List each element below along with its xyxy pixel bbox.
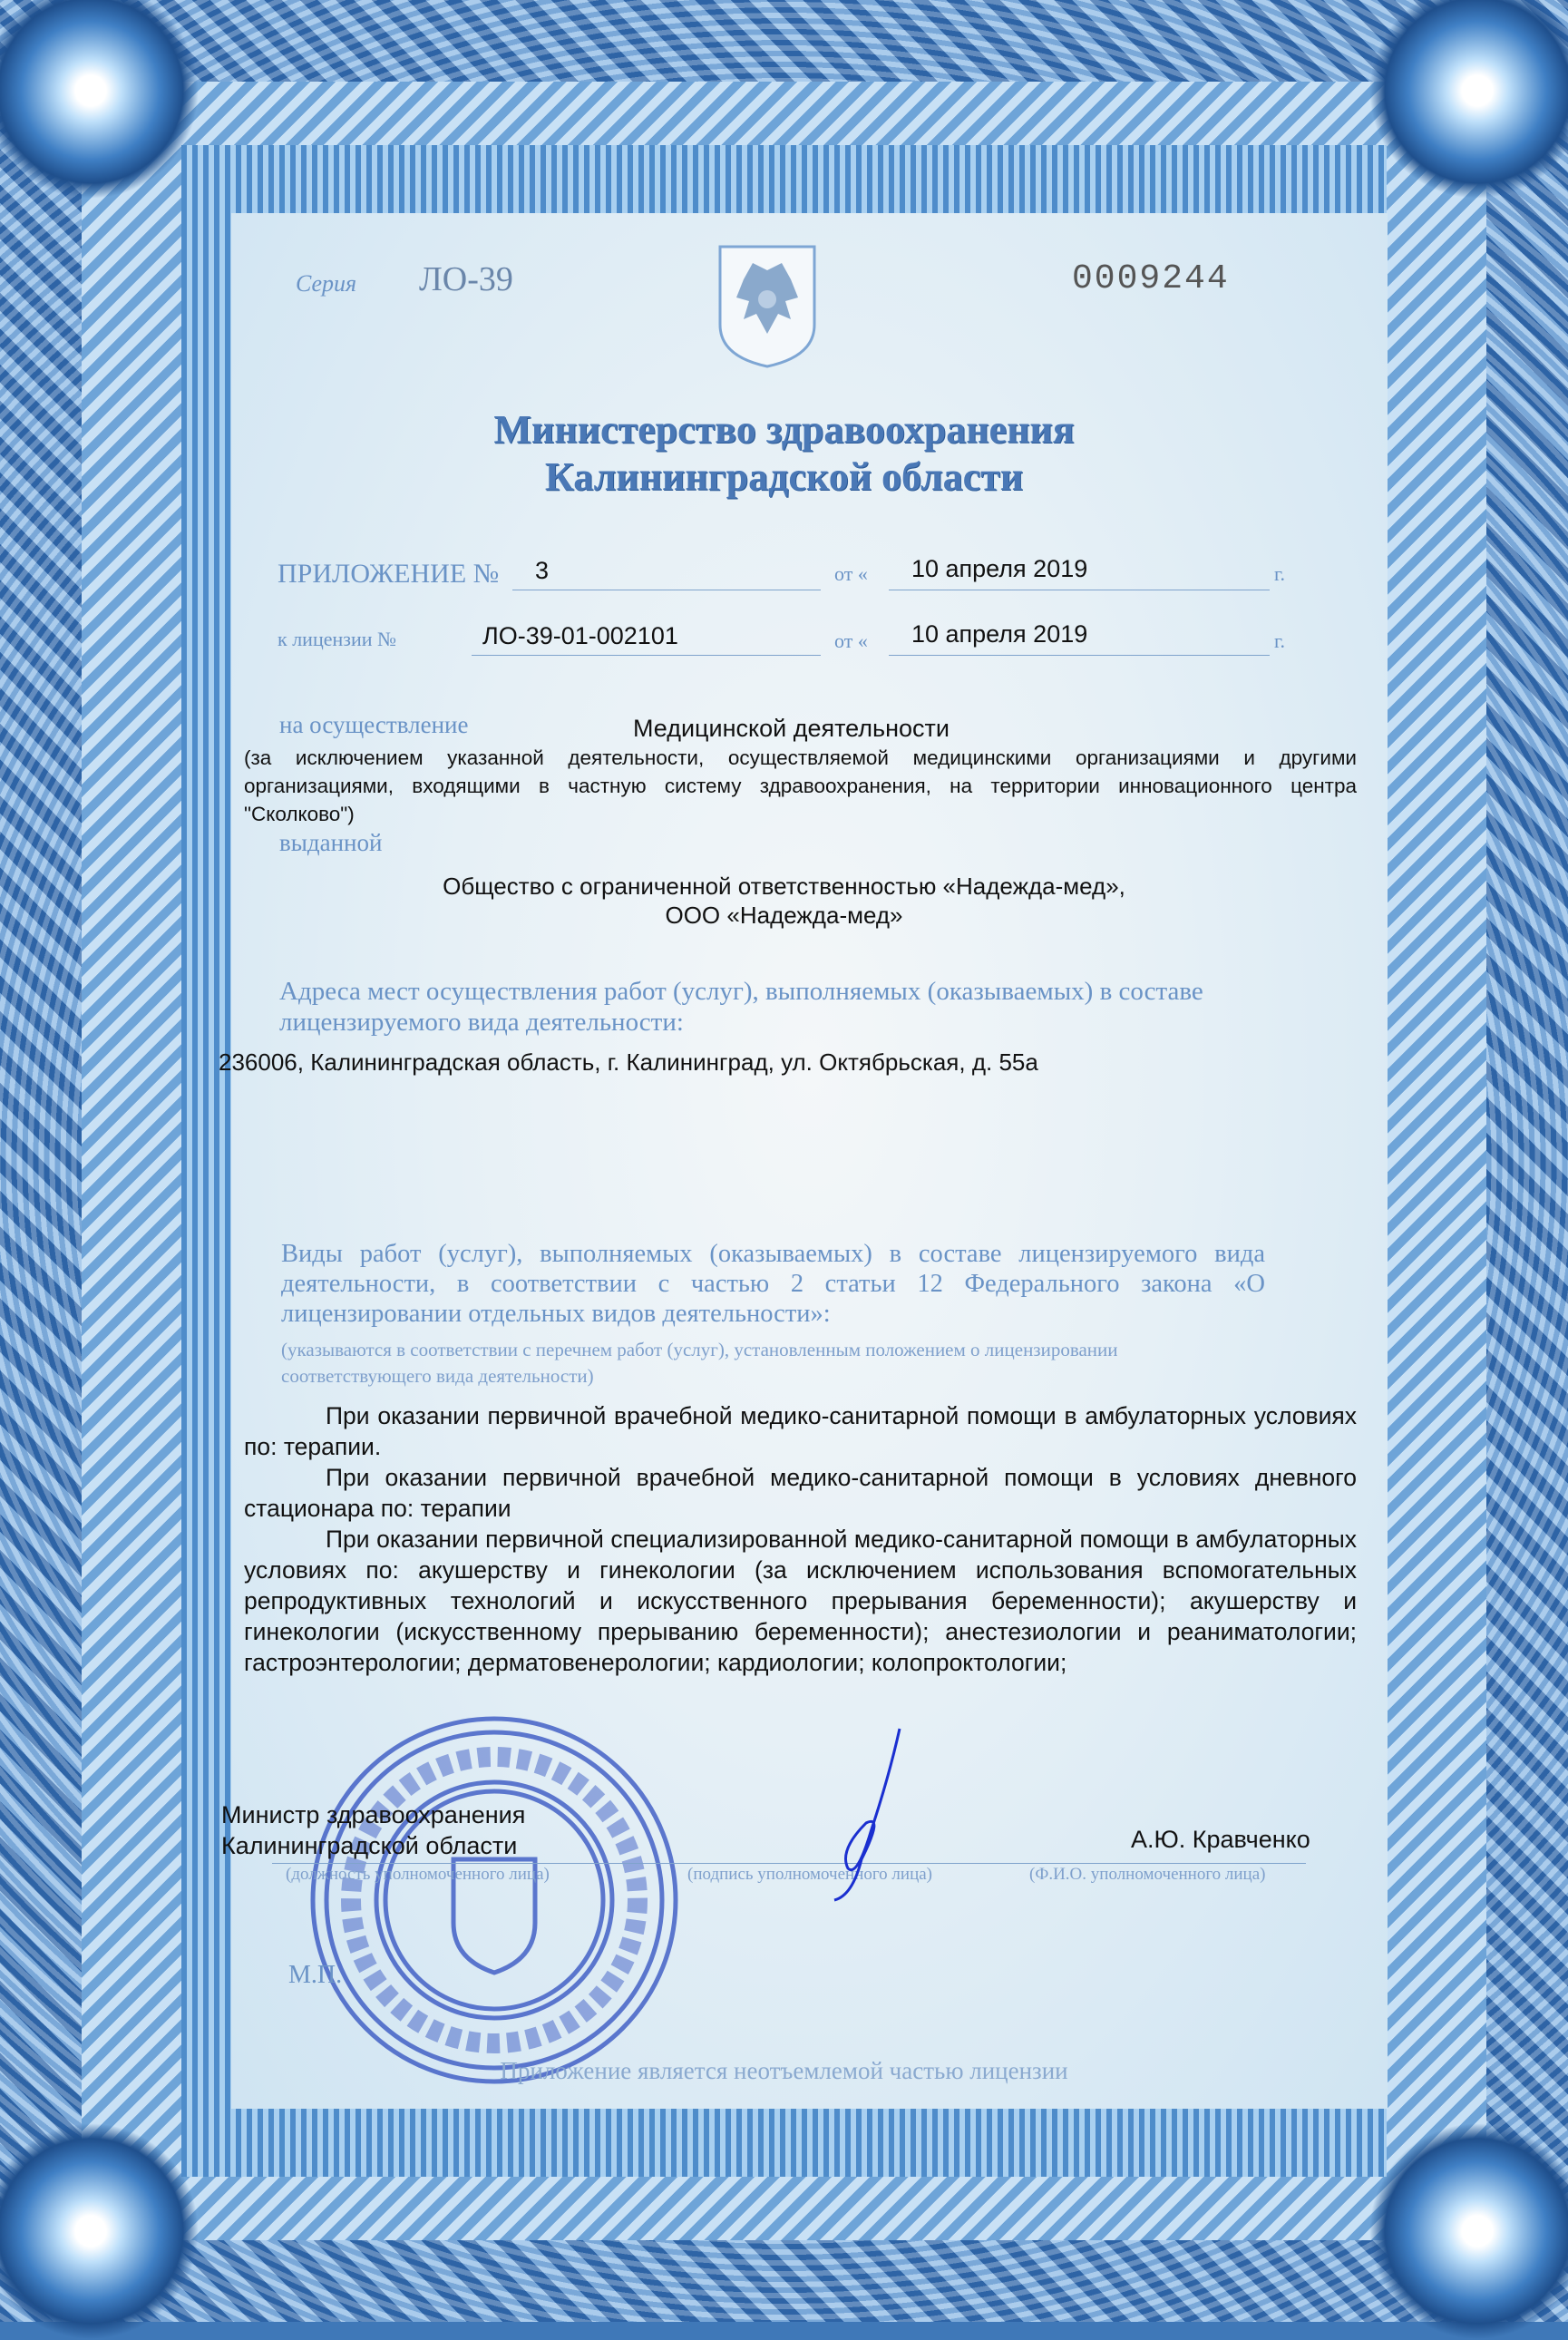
works-label: Виды работ (услуг), выполняемых (оказываемых) в составе лицензируемого вида деятельности, в соответствии с частью 2 статьи 12 Федерального закона «О лицензировании отдельных видов деятельности»: xyxy=(281,1240,1265,1328)
works-list xyxy=(244,1400,1357,1678)
addresses-label: Адреса мест осуществления работ (услуг), выполняемых (оказываемых) в составе лицензируемого вида деятельности: xyxy=(279,977,1203,1037)
position-caption: (должность уполномоченного лица) xyxy=(286,1865,550,1884)
year-suffix: г. xyxy=(1274,562,1286,585)
name-caption: (Ф.И.О. уполномоченного лица) xyxy=(1029,1865,1266,1884)
activity-note: (за исключением указанной деятельности, осуществляемой медицинскими организациями и другими организациями, входящими в частную систему здравоохранения, на территории инновационного центра "Сколково") xyxy=(244,746,1357,825)
works-note: (указываются в соответствии с перечнем работ (услуг), установленным положением о лицензировании соответствующего вида деятельности) xyxy=(281,1339,1118,1387)
signature-caption: (подпись уполномоченного лица) xyxy=(687,1865,933,1884)
license-from-label: от « xyxy=(834,629,868,652)
signature-underline xyxy=(272,1863,1306,1864)
signer-position-line-2: Калининградской области xyxy=(221,1832,518,1859)
appendix-label: ПРИЛОЖЕНИЕ № xyxy=(278,559,500,589)
signer-position-line-1: Министр здравоохранения xyxy=(221,1801,526,1828)
license-label: к лицензии № xyxy=(278,628,396,650)
licensee-short-name: ООО «Надежда-мед» xyxy=(665,902,903,929)
licensee-full-name: Общество с ограниченной ответственностью «Надежда-мед», xyxy=(443,873,1125,900)
authority-line-2: Калининградской области xyxy=(544,454,1024,499)
stamp-place-label: М.П. xyxy=(288,1961,343,1989)
appendix-number: 3 xyxy=(535,557,550,584)
year-suffix: г. xyxy=(1274,629,1286,652)
activity-value: Медицинской деятельности xyxy=(633,715,950,742)
address-value: 236006, Калининградская область, г. Калининград, ул. Октябрьская, д. 55а xyxy=(219,1048,1038,1076)
activity-label: на осуществление xyxy=(279,711,469,738)
coat-of-arms-emblem xyxy=(716,243,818,370)
series-label: Серия xyxy=(296,270,357,297)
official-seal-stamp xyxy=(299,1705,689,2095)
works-item: При оказании первичной врачебной медико-санитарной помощи в амбулаторных условиях по: терапии. xyxy=(244,1402,1357,1460)
footer-note: Приложение является неотъемлемой частью лицензии xyxy=(500,2057,1068,2084)
field-underline xyxy=(472,655,821,656)
issued-label: выданной xyxy=(279,829,383,856)
form-number: 0009244 xyxy=(1072,259,1230,298)
authority-line-1: Министерство здравоохранения xyxy=(493,407,1075,452)
field-underline xyxy=(889,655,1270,656)
appendix-date: 10 апреля 2019 xyxy=(911,555,1088,582)
series-value: ЛО-39 xyxy=(419,260,513,298)
handwritten-signature xyxy=(798,1723,943,1905)
license-date: 10 апреля 2019 xyxy=(911,620,1088,648)
corner-ornament xyxy=(1368,2122,1568,2340)
signer-name: А.Ю. Кравченко xyxy=(1131,1826,1310,1853)
appendix-from-label: от « xyxy=(834,562,868,585)
works-item: При оказании первичной специализированной медико-санитарной помощи в амбулаторных условиях по: акушерству и гинекологии (за исключением использования вспомогательных репродуктивных технологий и искусственного прерывания беременности); акушерству и гинекологии (искусственному прерыванию беременности); анестезиологии и реаниматологии; гастроэнтерологии; дерматовенерологии; кардиологии; колопроктологии; xyxy=(244,1526,1357,1676)
license-number: ЛО-39-01-002101 xyxy=(482,622,678,649)
works-item: При оказании первичной врачебной медико-санитарной помощи в условиях дневного стационара по: терапии xyxy=(244,1464,1357,1522)
